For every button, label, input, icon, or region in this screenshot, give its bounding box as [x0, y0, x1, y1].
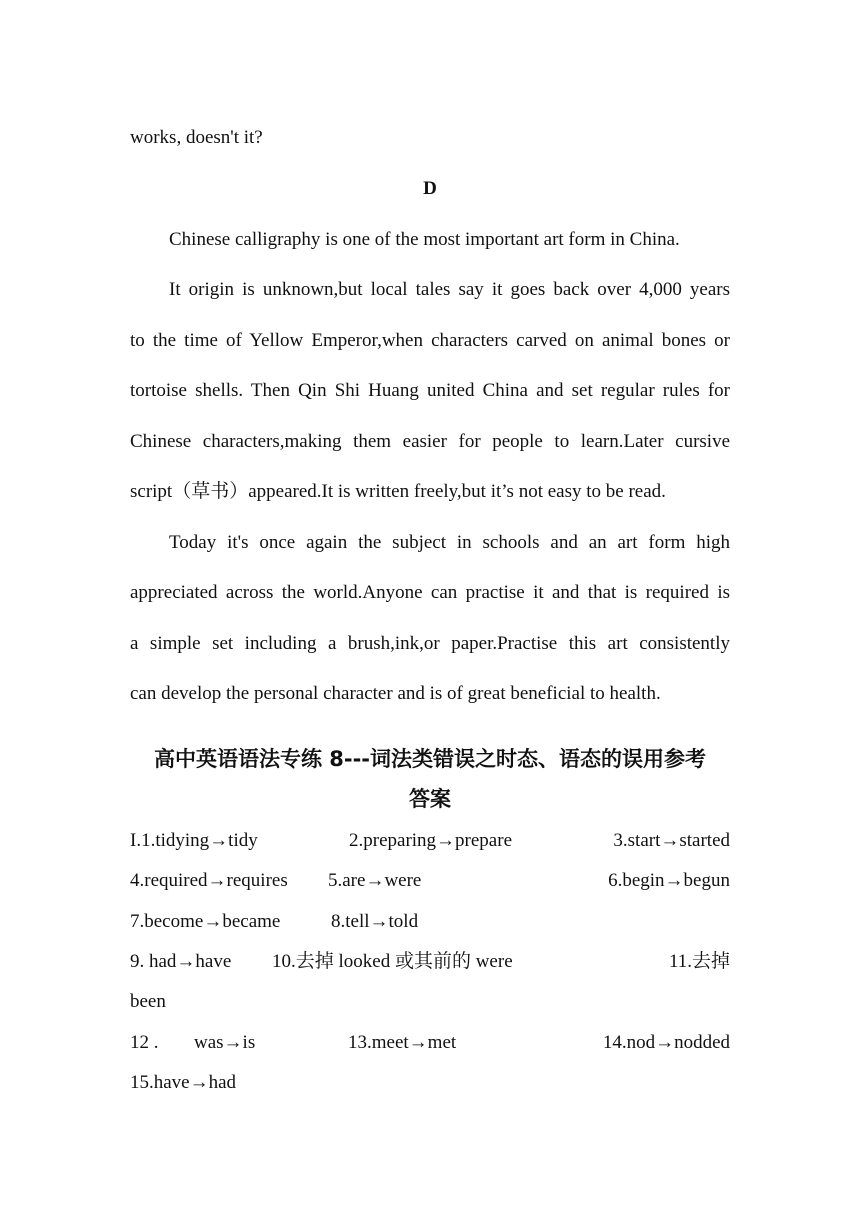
answer-item: been — [130, 991, 166, 1012]
paragraph-line: Today it's once again the subject in schools and an art form high — [169, 532, 730, 553]
answer-item: 2.preparing→prepare — [349, 830, 513, 851]
paragraph-line: tortoise shells. Then Qin Shi Huang united China and set regular rules for — [130, 380, 730, 401]
section-letter: D — [423, 178, 437, 199]
answers-title: 高中英语语法专练 8---词法类错误之时态、语态的误用参考 — [153, 747, 707, 771]
paragraph-line: Chinese calligraphy is one of the most important art form in China. — [169, 229, 680, 250]
answer-item: 5.are→were — [328, 870, 422, 891]
paragraph-line: It origin is unknown,but local tales say it goes back over 4,000 years — [169, 279, 730, 300]
answer-item: 7.become→became — [130, 911, 281, 932]
answer-item: I.1.tidying→tidy — [130, 830, 258, 851]
paragraph-line: appreciated across the world.Anyone can practise it and that is required is — [130, 582, 730, 603]
answer-item: 11.去掉 — [668, 951, 730, 972]
answer-item: was→is — [194, 1032, 256, 1053]
paragraph-line: a simple set including a brush,ink,or paper.Practise this art consistently — [130, 633, 730, 654]
paragraph-line: script（草书）appeared.It is written freely,but it’s not easy to be read. — [130, 481, 666, 502]
answer-item: 13.meet→met — [348, 1032, 457, 1053]
answer-item: 15.have→had — [130, 1072, 237, 1093]
answer-item: 12 . — [130, 1032, 159, 1053]
answer-item: 3.start→started — [613, 830, 730, 851]
answers-title-continued: 答案 — [409, 787, 451, 811]
answer-item: 14.nod→nodded — [602, 1032, 730, 1053]
answer-item: 9. had→have — [130, 951, 232, 972]
answer-item: 8.tell→told — [331, 911, 419, 932]
answer-item: 10.去掉 looked 或其前的 were — [272, 951, 513, 972]
paragraph-line: can develop the personal character and is of great beneficial to health. — [130, 683, 661, 704]
answer-item: 4.required→requires — [130, 870, 288, 891]
answer-item: 6.begin→begun — [608, 870, 730, 891]
paragraph-line: to the time of Yellow Emperor,when characters carved on animal bones or — [130, 330, 730, 351]
paragraph-line: Chinese characters,making them easier for people to learn.Later cursive — [130, 431, 730, 452]
passage-tail: works, doesn't it? — [130, 127, 263, 148]
